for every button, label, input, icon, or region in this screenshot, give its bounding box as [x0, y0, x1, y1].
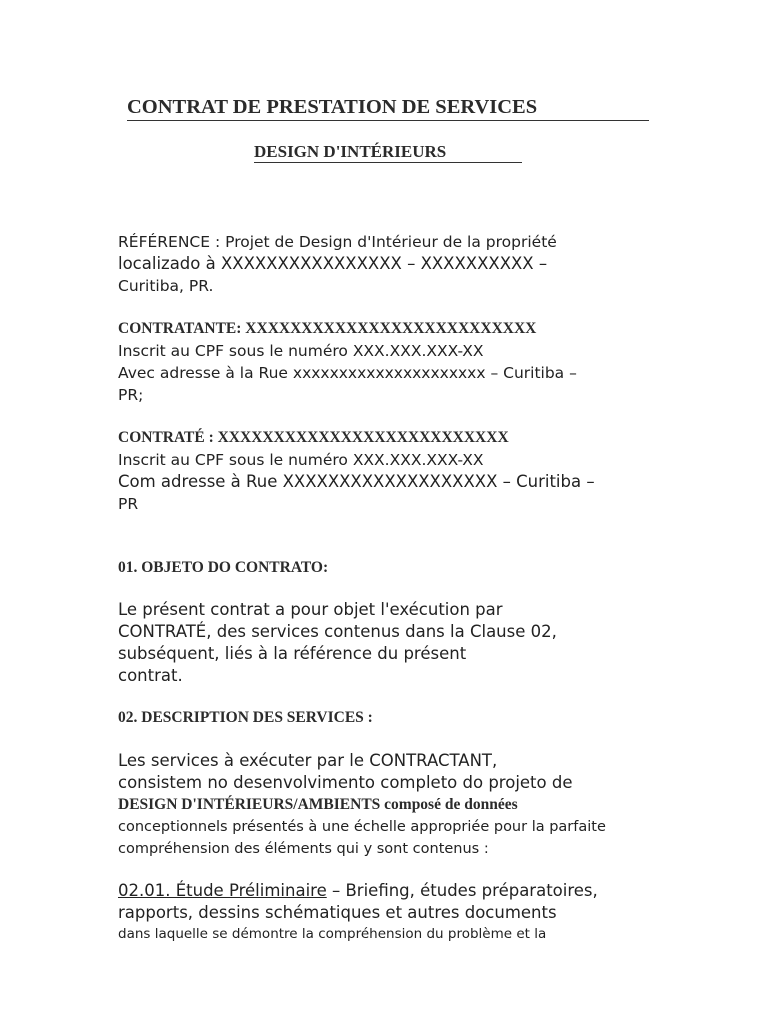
section-2-line-5: compréhension des éléments qui y sont contenus : — [118, 841, 489, 857]
section-2-body — [118, 750, 606, 860]
contrate-block — [118, 427, 595, 515]
section-2-1-line-3: dans laquelle se démontre la compréhension du problème et la — [118, 926, 547, 942]
section-2-1-title-rest: – Briefing, études préparatoires, — [326, 881, 598, 900]
contratante-label: CONTRATANTE: XXXXXXXXXXXXXXXXXXXXXXXXXX — [118, 320, 537, 337]
section-2-1-body — [118, 880, 598, 945]
section-2-line-1: Les services à exécuter par le CONTRACTANT, — [118, 751, 498, 770]
reference-line-1: RÉFÉRENCE : Projet de Design d'Intérieur de la propriété — [118, 233, 557, 251]
reference-line-3: Curitiba, PR. — [118, 277, 214, 295]
contratante-block — [118, 318, 577, 406]
section-2-1-line-2: rapports, dessins schématiques et autres documents — [118, 903, 557, 922]
section-1-body — [118, 599, 557, 687]
contrate-address-1: Com adresse à Rue XXXXXXXXXXXXXXXXXXX – Curitiba – — [118, 472, 595, 491]
section-1-line-1: Le présent contrat a pour objet l'exécution par — [118, 600, 503, 619]
contratante-address-2: PR; — [118, 386, 144, 404]
section-1-line-3: subséquent, liés à la référence du présent — [118, 644, 467, 663]
section-2-line-2: consistem no desenvolvimento completo do projeto de — [118, 773, 573, 792]
document-subtitle: DESIGN D'INTÉRIEURS — [254, 142, 522, 163]
contrate-label: CONTRATÉ : XXXXXXXXXXXXXXXXXXXXXXXXXX — [118, 429, 509, 446]
section-1-line-4: contrat. — [118, 666, 183, 685]
section-1-line-2: CONTRATÉ, des services contenus dans la Clause 02, — [118, 622, 557, 641]
contratante-address-1: Avec adresse à la Rue xxxxxxxxxxxxxxxxxxxxx – Curitiba – — [118, 364, 577, 382]
section-2-heading: 02. DESCRIPTION DES SERVICES : — [118, 709, 373, 726]
document-title: CONTRAT DE PRESTATION DE SERVICES — [127, 94, 649, 121]
section-2-1-line-1 — [118, 880, 598, 902]
section-1-heading: 01. OBJETO DO CONTRATO: — [118, 559, 329, 576]
reference-block — [118, 231, 557, 297]
section-2-1-title: 02.01. Étude Préliminaire — [118, 881, 327, 900]
contratante-cpf: Inscrit au CPF sous le numéro XXX.XXX.XXX-XX — [118, 342, 484, 360]
contrate-cpf: Inscrit au CPF sous le numéro XXX.XXX.XXX-XX — [118, 451, 484, 469]
reference-line-2: localizado à XXXXXXXXXXXXXXXX – XXXXXXXXXX – — [118, 254, 548, 273]
section-2-line-3: DESIGN D'INTÉRIEURS/AMBIENTS composé de données — [118, 796, 518, 813]
section-2-line-4: conceptionnels présentés à une échelle appropriée pour la parfaite — [118, 819, 606, 835]
contrate-address-2: PR — [118, 495, 139, 513]
